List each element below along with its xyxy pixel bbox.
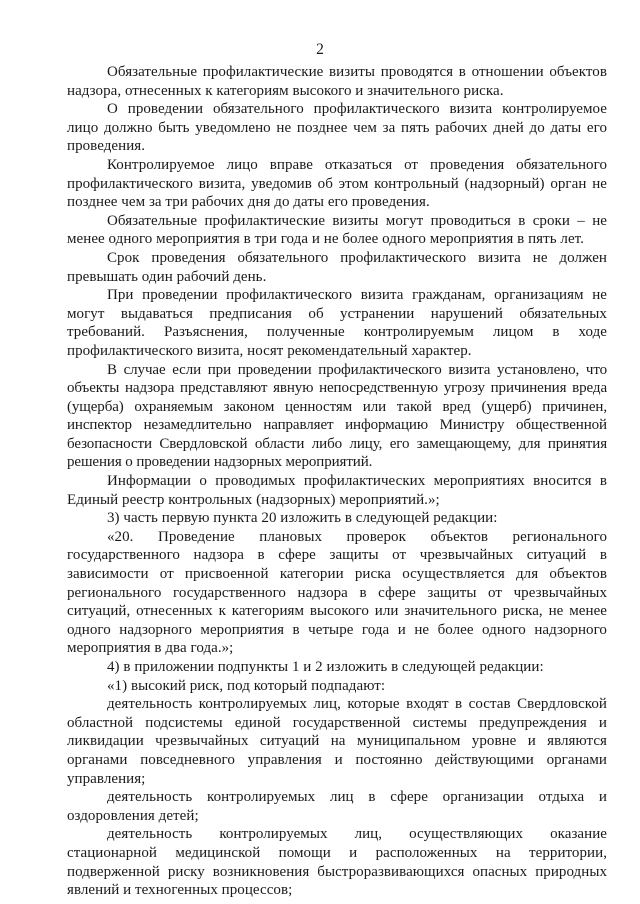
paragraph-no-prescriptions: При проведении профилактического визита гражданам, организациям не могут выдаваться предписания об устранении нарушений обязательных требований. Разъяснения, полученные контролируемым лицом в ходе профилактического визита, носят рекомендательный характер. [67,287,607,359]
paragraph-high-risk-heading: «1) высокий риск, под который подпадают: [107,677,386,694]
paragraph-high-risk-item-2: деятельность контролируемых лиц в сфере организации отдыха и оздоровления детей; [67,789,607,824]
document-body [67,63,607,900]
paragraph-threat-detected: В случае если при проведении профилактического визита установлено, что объекты надзора представляют явную непосредственную угрозу причинения вреда (ущерба) охраняемым законом ценностям или такой вред (ущерб) причинен, инспектор незамедлительно направляет информацию Министру общественной безопасности Свердловской области либо лицу, его замещающему, для принятия решения о проведении надзорных мероприятий. [67,361,607,471]
paragraph-amendment-4: 4) в приложении подпункты 1 и 2 изложить в следующей редакции: [107,659,544,675]
paragraph-high-risk-item-1: деятельность контролируемых лиц, которые входят в состав Свердловской областной подсистемы единой государственной системы предупреждения и ликвидации чрезвычайных ситуаций на муниципальном уровне и являются органами повседневного управления и постоянно действующими органами управления; [67,696,607,787]
paragraph-registry-entry: Информации о проводимых профилактических мероприятиях вносится в Единый реестр контрольных (надзорных) мероприятий.»; [67,473,607,508]
paragraph-visit-duration: Срок проведения обязательного профилактического визита не должен превышать один рабочий день. [67,249,607,285]
page-number: 2 [316,41,324,58]
paragraph-item-20: «20. Проведение плановых проверок объектов регионального государственного надзора в сфере защиты от чрезвычайных ситуаций в зависимости от присвоенной категории риска осуществляется для объектов регионального государственного надзора в сфере защиты от чрезвычайных ситуаций, отнесенных к категориям высокого или значительного риска, не менее одного надзорного мероприятия в четыре года и не более одного надзорного мероприятия в два года.»; [67,528,607,657]
paragraph-visit-refusal: Контролируемое лицо вправе отказаться от проведения обязательного профилактического визита, уведомив об этом контрольный (надзорный) орган не позднее чем за три рабочих дня до даты его проведения. [67,156,607,211]
paragraph-high-risk-item-3: деятельность контролируемых лиц, осуществляющих оказание стационарной медицинской помощи и расположенных на территории, подверженной риску возникновения быстроразвивающихся опасных природных явлений и техногенных процессов; [67,826,607,899]
paragraph-visit-notification: О проведении обязательного профилактического визита контролируемое лицо должно быть уведомлено не позднее чем за пять рабочих дней до даты его проведения. [67,101,607,155]
paragraph-amendment-3: 3) часть первую пункта 20 изложить в следующей редакции: [107,510,498,527]
paragraph-visit-frequency: Обязательные профилактические визиты могут проводиться в сроки – не менее одного мероприятия в три года и не более одного мероприятия в пять лет. [67,212,607,248]
paragraph-mandatory-visits: Обязательные профилактические визиты проводятся в отношении объектов надзора, отнесенных к категориям высокого и значительного риска. [67,64,607,99]
